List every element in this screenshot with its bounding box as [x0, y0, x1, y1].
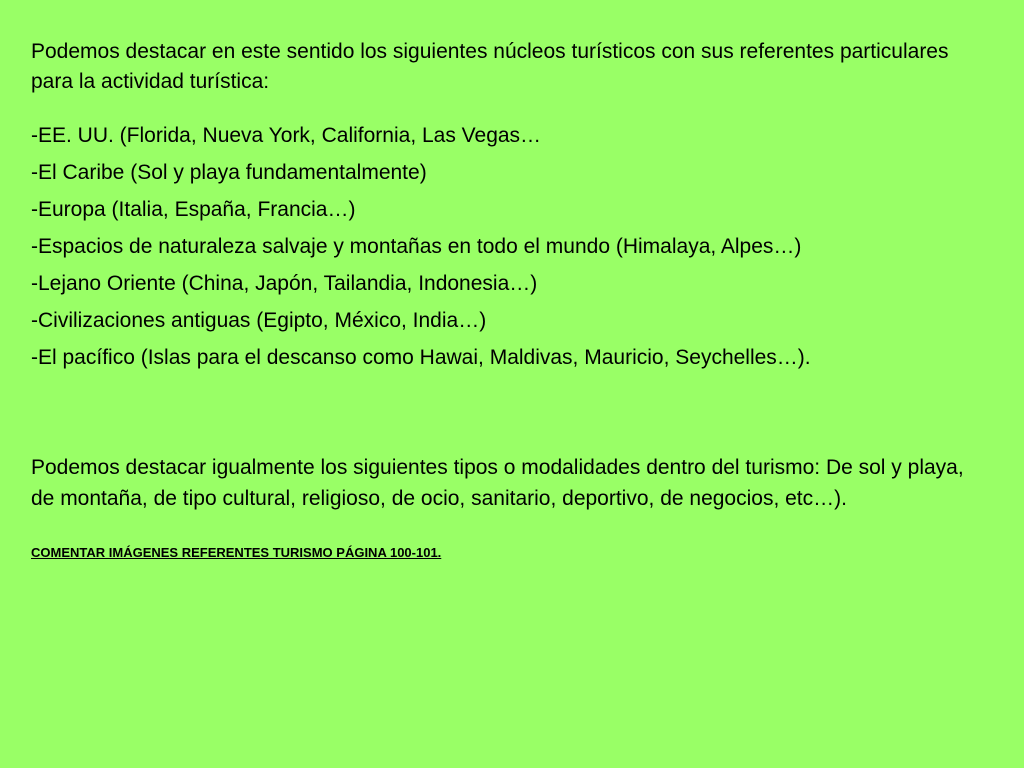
- list-item: -Espacios de naturaleza salvaje y montañas en todo el mundo (Himalaya, Alpes…): [31, 235, 802, 258]
- tourism-types-paragraph: Podemos destacar igualmente los siguientes tipos o modalidades dentro del turismo: De sol y playa, de montaña, de tipo cultural, religioso, de ocio, sanitario, deportivo, de negocios, etc…).: [31, 456, 964, 510]
- list-item: -EE. UU. (Florida, Nueva York, California, Las Vegas…: [31, 124, 542, 147]
- list-item: -El pacífico (Islas para el descanso como Hawai, Maldivas, Mauricio, Seychelles…).: [31, 346, 811, 369]
- list-item: -Civilizaciones antiguas (Egipto, México, India…): [31, 309, 487, 332]
- list-item: -El Caribe (Sol y playa fundamentalmente): [31, 161, 427, 184]
- tourist-destinations-list: [31, 117, 991, 376]
- slide-content: [31, 37, 991, 562]
- comment-note: COMENTAR IMÁGENES REFERENTES TURISMO PÁGINA 100-101.: [31, 545, 442, 560]
- intro-paragraph: Podemos destacar en este sentido los siguientes núcleos turísticos con sus referentes particulares para la actividad turística:: [31, 40, 949, 93]
- list-item: -Lejano Oriente (China, Japón, Tailandia, Indonesia…): [31, 272, 538, 295]
- list-item: -Europa (Italia, España, Francia…): [31, 198, 356, 221]
